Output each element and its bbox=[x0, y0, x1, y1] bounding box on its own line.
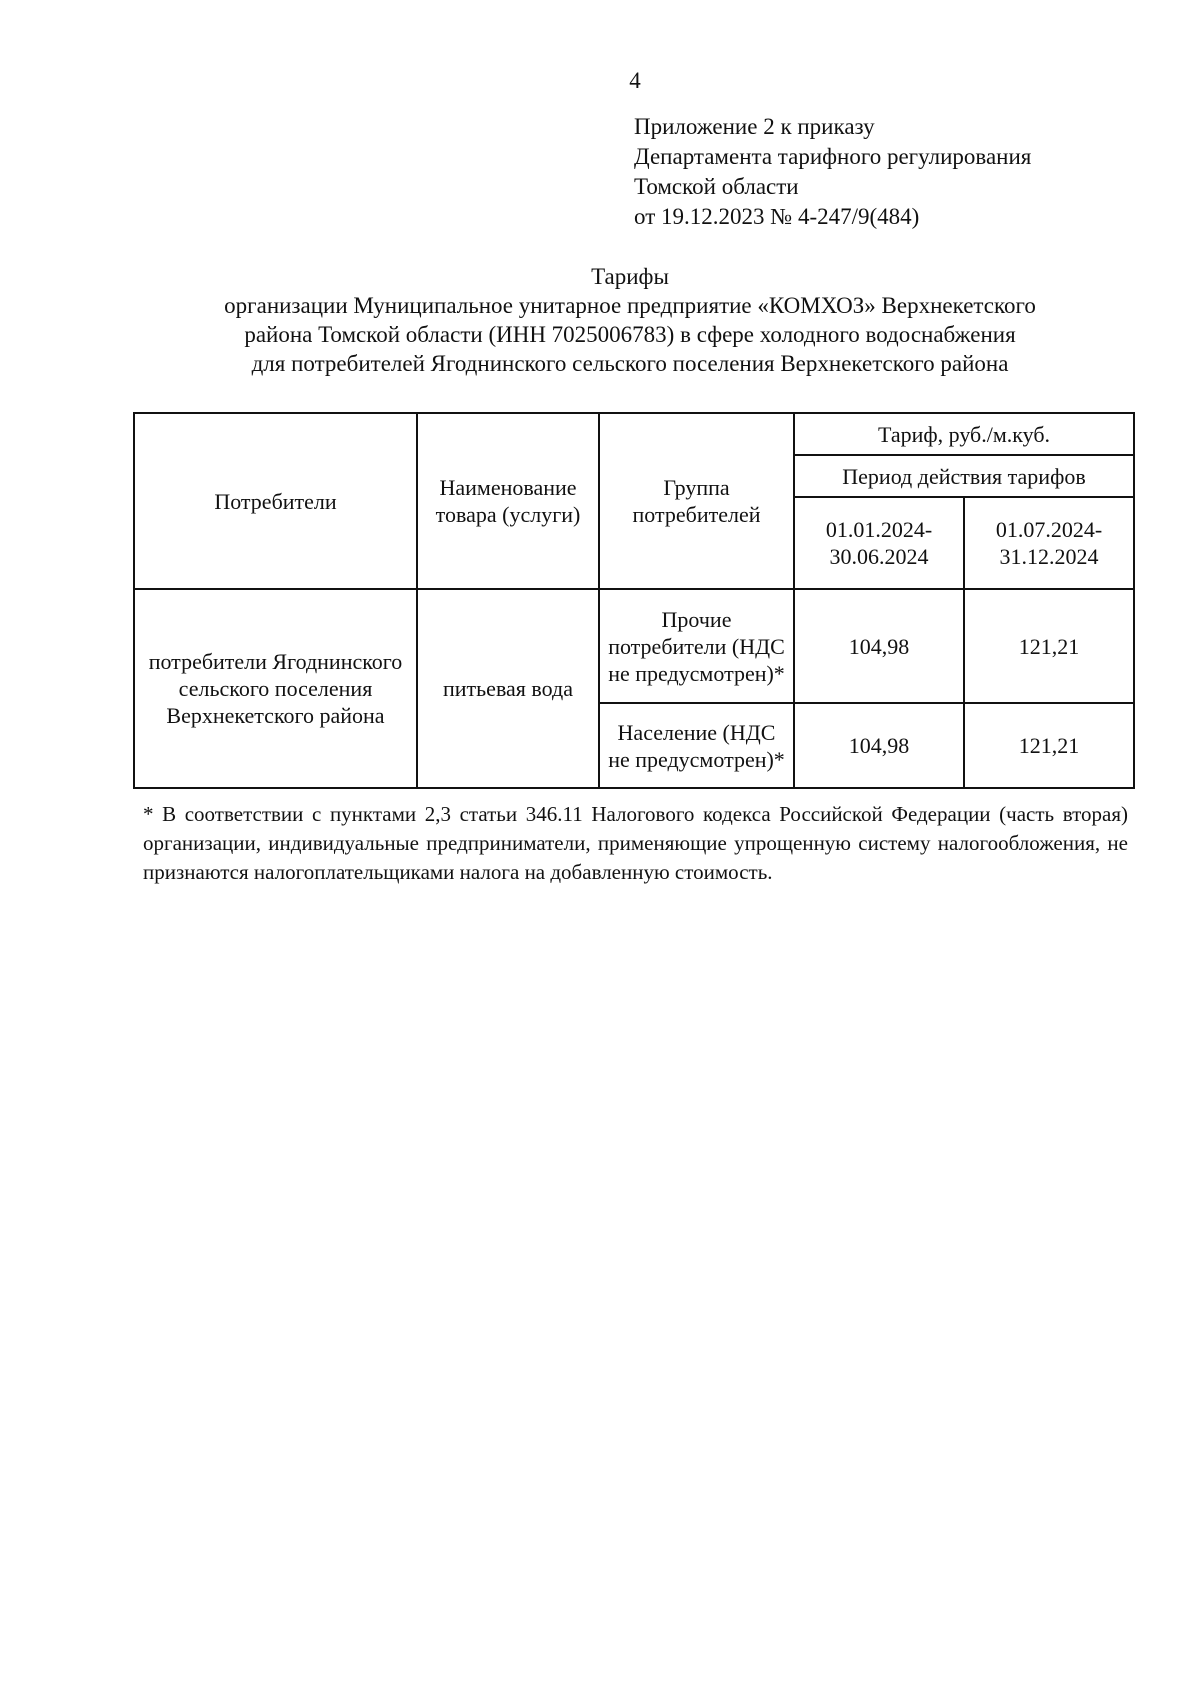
header-period-1: 01.01.2024-30.06.2024 bbox=[794, 497, 964, 589]
title-line: для потребителей Ягоднинского сельского поселения Верхнекетского района bbox=[251, 351, 1009, 376]
tariff-cell: 121,21 bbox=[964, 703, 1134, 788]
tariff-cell: 104,98 bbox=[794, 589, 964, 703]
consumers-cell: потребители Ягоднинского сельского поселения Верхнекетского района bbox=[134, 589, 417, 788]
header-tariff: Тариф, руб./м.куб. bbox=[794, 413, 1134, 455]
group-cell: Население (НДС не предусмотрен)* bbox=[599, 703, 794, 788]
header-group: Группа потребителей bbox=[599, 413, 794, 589]
appendix-line: Приложение 2 к приказу bbox=[634, 114, 875, 139]
title-line: организации Муниципальное унитарное предприятие «КОМХОЗ» Верхнекетского bbox=[224, 293, 1036, 318]
appendix-line: Томской области bbox=[634, 174, 799, 199]
page-number: 4 bbox=[629, 68, 641, 93]
header-period: Период действия тарифов bbox=[794, 455, 1134, 497]
header-consumers: Потребители bbox=[134, 413, 417, 589]
footnote: * В соответствии с пунктами 2,3 статьи 346.11 Налогового кодекса Российской Федерации (часть вторая) организации, индивидуальные предприниматели, применяющие упрощенную систему налогообложения, не признаются налогоплательщиками налога на добавленную стоимость. bbox=[143, 802, 1128, 884]
document-title bbox=[120, 262, 1140, 378]
table-row bbox=[134, 589, 1134, 703]
title-line: Тарифы bbox=[591, 264, 669, 289]
tariff-table bbox=[133, 412, 1135, 789]
appendix-order-date: от 19.12.2023 № 4-247/9(484) bbox=[634, 204, 920, 229]
appendix-block bbox=[634, 112, 1031, 232]
tariff-cell: 104,98 bbox=[794, 703, 964, 788]
header-product: Наименование товара (услуги) bbox=[417, 413, 599, 589]
product-cell: питьевая вода bbox=[417, 589, 599, 788]
tariff-cell: 121,21 bbox=[964, 589, 1134, 703]
appendix-line: Департамента тарифного регулирования bbox=[634, 144, 1032, 169]
title-line: района Томской области (ИНН 7025006783) в сфере холодного водоснабжения bbox=[244, 322, 1016, 347]
header-period-2: 01.07.2024-31.12.2024 bbox=[964, 497, 1134, 589]
group-cell: Прочие потребители (НДС не предусмотрен)* bbox=[599, 589, 794, 703]
